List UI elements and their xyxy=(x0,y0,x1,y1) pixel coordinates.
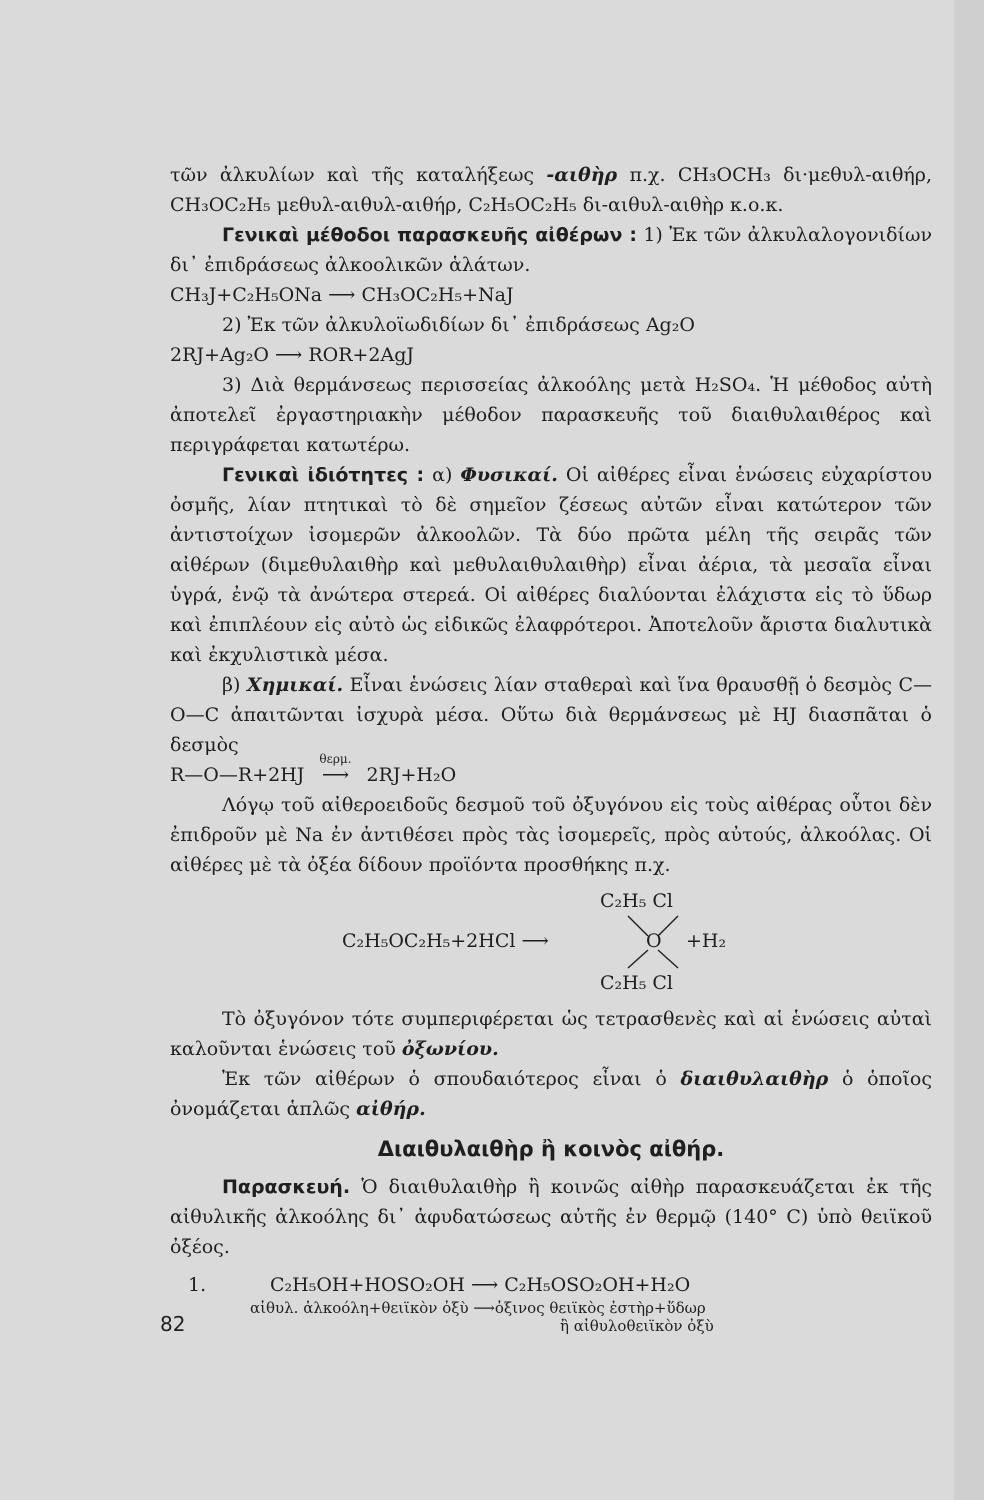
paragraph-diethyl-ether xyxy=(170,1064,932,1124)
reactants: C₂H₅OC₂H₅+2HCl ⟶ xyxy=(342,930,549,952)
term-oxonium: ὀξωνίου. xyxy=(401,1038,499,1060)
equation-4-labels-2: ἢ αἰθυλοθειϊκὸν ὀξὺ xyxy=(560,1317,714,1335)
text: R—O—R+2HJ xyxy=(170,764,305,786)
page-body xyxy=(170,160,933,1335)
equation-1: CH₃J+C₂H₅ONa ⟶ CH₃OC₂H₅+NaJ xyxy=(170,284,514,306)
arrow-label: θερμ. xyxy=(319,752,352,766)
page-edge-shadow xyxy=(954,0,984,1500)
oxygen-atom: O xyxy=(646,930,662,952)
equation-4-labels: αἰθυλ. ἀλκοόλη+θειϊκὸν ὀξὺ ⟶ὀξινος θειϊκὸς ἐστὴρ+ὕδωρ xyxy=(250,1299,706,1317)
paragraph-reactivity: Λόγῳ τοῦ αἰθεροειδοῦς δεσμοῦ τοῦ ὀξυγόνου εἰς τοὺς αἰθέρας οὗτοι δὲν ἐπιδροῦν μὲ Na ἐν ἀντιθέσει πρὸς τὰς ἰσομερεῖς, πρὸς αὐτούς, ἀλκοόλας. Οἱ αἰθέρες μὲ τὰ ὀξέα δίδουν προϊόντα προσθήκης π.χ. xyxy=(170,794,932,876)
paragraph-oxonium xyxy=(170,1004,932,1064)
equation-4: C₂H₅OH+HOSO₂OH ⟶ C₂H₅OSO₂OH+H₂O xyxy=(270,1274,691,1296)
equation-number: 1. xyxy=(188,1274,207,1296)
text: β) xyxy=(222,674,241,696)
term-chemical: Χημικαί. xyxy=(246,674,344,696)
text: Εἶναι ἑνώσεις λίαν σταθεραὶ καὶ ἵνα θραυσθῇ ὁ δεσμὸς C—O—C ἀπαιτῶνται ἰσχυρὰ μέσα. Οὕτω διὰ θερμάνσεως μὲ HJ διασπᾶται ὁ δεσμὸς xyxy=(170,674,932,756)
text: τῶν ἀλκυλίων καὶ τῆς καταλήξεως xyxy=(170,164,535,186)
heading-preparation: Παρασκευή. xyxy=(222,1176,351,1198)
text: π.χ. CH₃OCH₃ δι·μεθυλ-αιθήρ, CH₃OC₂H₅ μεθυλ-αιθυλ-αιθήρ, C₂H₅OC₂H₅ δι-αιθυλ-αιθὴρ κ.ο.κ. xyxy=(170,164,932,216)
equation-4-block xyxy=(170,1270,932,1335)
oxonium-reaction xyxy=(170,886,932,998)
oxonium-structure xyxy=(600,886,750,998)
product-h2: +H₂ xyxy=(686,930,727,952)
text: Ὁ διαιθυλαιθὴρ ἢ κοινῶς αἰθὴρ παρασκευάζεται ἐκ τῆς αἰθυλικῆς ἀλκοόλης δι᾽ ἀφυδατώσεως αὐτῆς ἐν θερμῷ (140° C) ὑπὸ θειϊκοῦ ὀξέος. xyxy=(170,1176,932,1258)
paragraph-alkyl-naming xyxy=(170,160,932,220)
heading-general-methods: Γενικαὶ μέθοδοι παρασκευῆς αἰθέρων : xyxy=(222,224,637,246)
arrow-heat: θερμ. ⟶ xyxy=(310,760,360,790)
text: α) xyxy=(432,464,453,486)
section-title: Διαιθυλαιθὴρ ἢ κοινὸς αἰθήρ. xyxy=(377,1137,725,1161)
substituents-bottom: C₂H₅ Cl xyxy=(600,972,673,994)
paragraph-method-2: 2) Ἐκ τῶν ἀλκυλοϊωδιδίων δι᾽ ἐπιδράσεως Ag₂O xyxy=(222,314,695,336)
text: Οἱ αἰθέρες εἶναι ἑνώσεις εὐχαρίστου ὀσμῆς, λίαν πτητικαὶ τὸ δὲ σημεῖον ζέσεως αὐτῶν εἶναι κατώτερον τῶν ἀντιστοίχων ἰσομερῶν ἀλκοολῶν. Τὰ δύο πρῶτα μέλη τῆς σειρᾶς τῶν αἰθέρων (διμεθυλαιθὴρ καὶ μεθυλαιθυλαιθὴρ) εἶναι ἀέρια, τὰ μεσαῖα εἶναι ὑγρά, ἐνῷ τὰ ἀνώτερα στερεά. Οἱ αἰθέρες διαλύονται ἐλάχιστα εἰς τὸ ὕδωρ καὶ ἐπιπλέουν εἰς αὐτὸ ὡς εἰδικῶς ἐλαφρότεροι. Ἀποτελοῦν ἄριστα διαλυτικὰ καὶ ἐκχυλιστικὰ μέσα. xyxy=(170,464,932,666)
heading-general-properties: Γενικαὶ ἰδιότητες : xyxy=(222,464,425,486)
term-physical: Φυσικαί. xyxy=(460,464,558,486)
text: Τὸ ὀξυγόνον τότε συμπεριφέρεται ὡς τετρασθενὲς καὶ αἱ ἑνώσεις αὐταὶ καλοῦνται ἑνώσεις τοῦ xyxy=(170,1008,932,1060)
paragraph-preparation xyxy=(170,1172,932,1262)
term-ether-suffix: -αιθὴρ xyxy=(546,164,618,186)
page-number: 82 xyxy=(160,1312,186,1336)
text: 1) Ἐκ τῶν ἀλκυλαλογονιδίων δι᾽ ἐπιδράσεως ἀλκοολικῶν ἁλάτων. xyxy=(170,224,932,276)
paragraph-properties xyxy=(170,460,932,670)
text: Ἐκ τῶν αἰθέρων ὁ σπουδαιότερος εἶναι ὁ xyxy=(222,1068,667,1090)
equation-2: 2RJ+Ag₂O ⟶ ROR+2AgJ xyxy=(170,344,415,366)
paragraph-methods xyxy=(170,220,932,280)
paragraph-method-3: 3) Διὰ θερμάνσεως περισσείας ἀλκοόλης μετὰ H₂SO₄. Ἡ μέθοδος αὐτὴ ἀποτελεῖ ἐργαστηριακὴν μέθοδον παρασκευῆς τοῦ διαιθυλαιθέρος καὶ περιγράφεται κατωτέρω. xyxy=(170,374,932,456)
paragraph-chemical xyxy=(170,670,932,760)
text: 2RJ+H₂O xyxy=(366,764,457,786)
term-ether: αἰθήρ. xyxy=(356,1098,426,1120)
substituents-top: C₂H₅ Cl xyxy=(600,890,673,912)
equation-3 xyxy=(170,752,932,790)
term-diethyl-ether: διαιθυλαιθὴρ xyxy=(680,1068,829,1090)
text: ὁ ὁποῖος ὀνομάζεται ἁπλῶς xyxy=(170,1068,933,1120)
